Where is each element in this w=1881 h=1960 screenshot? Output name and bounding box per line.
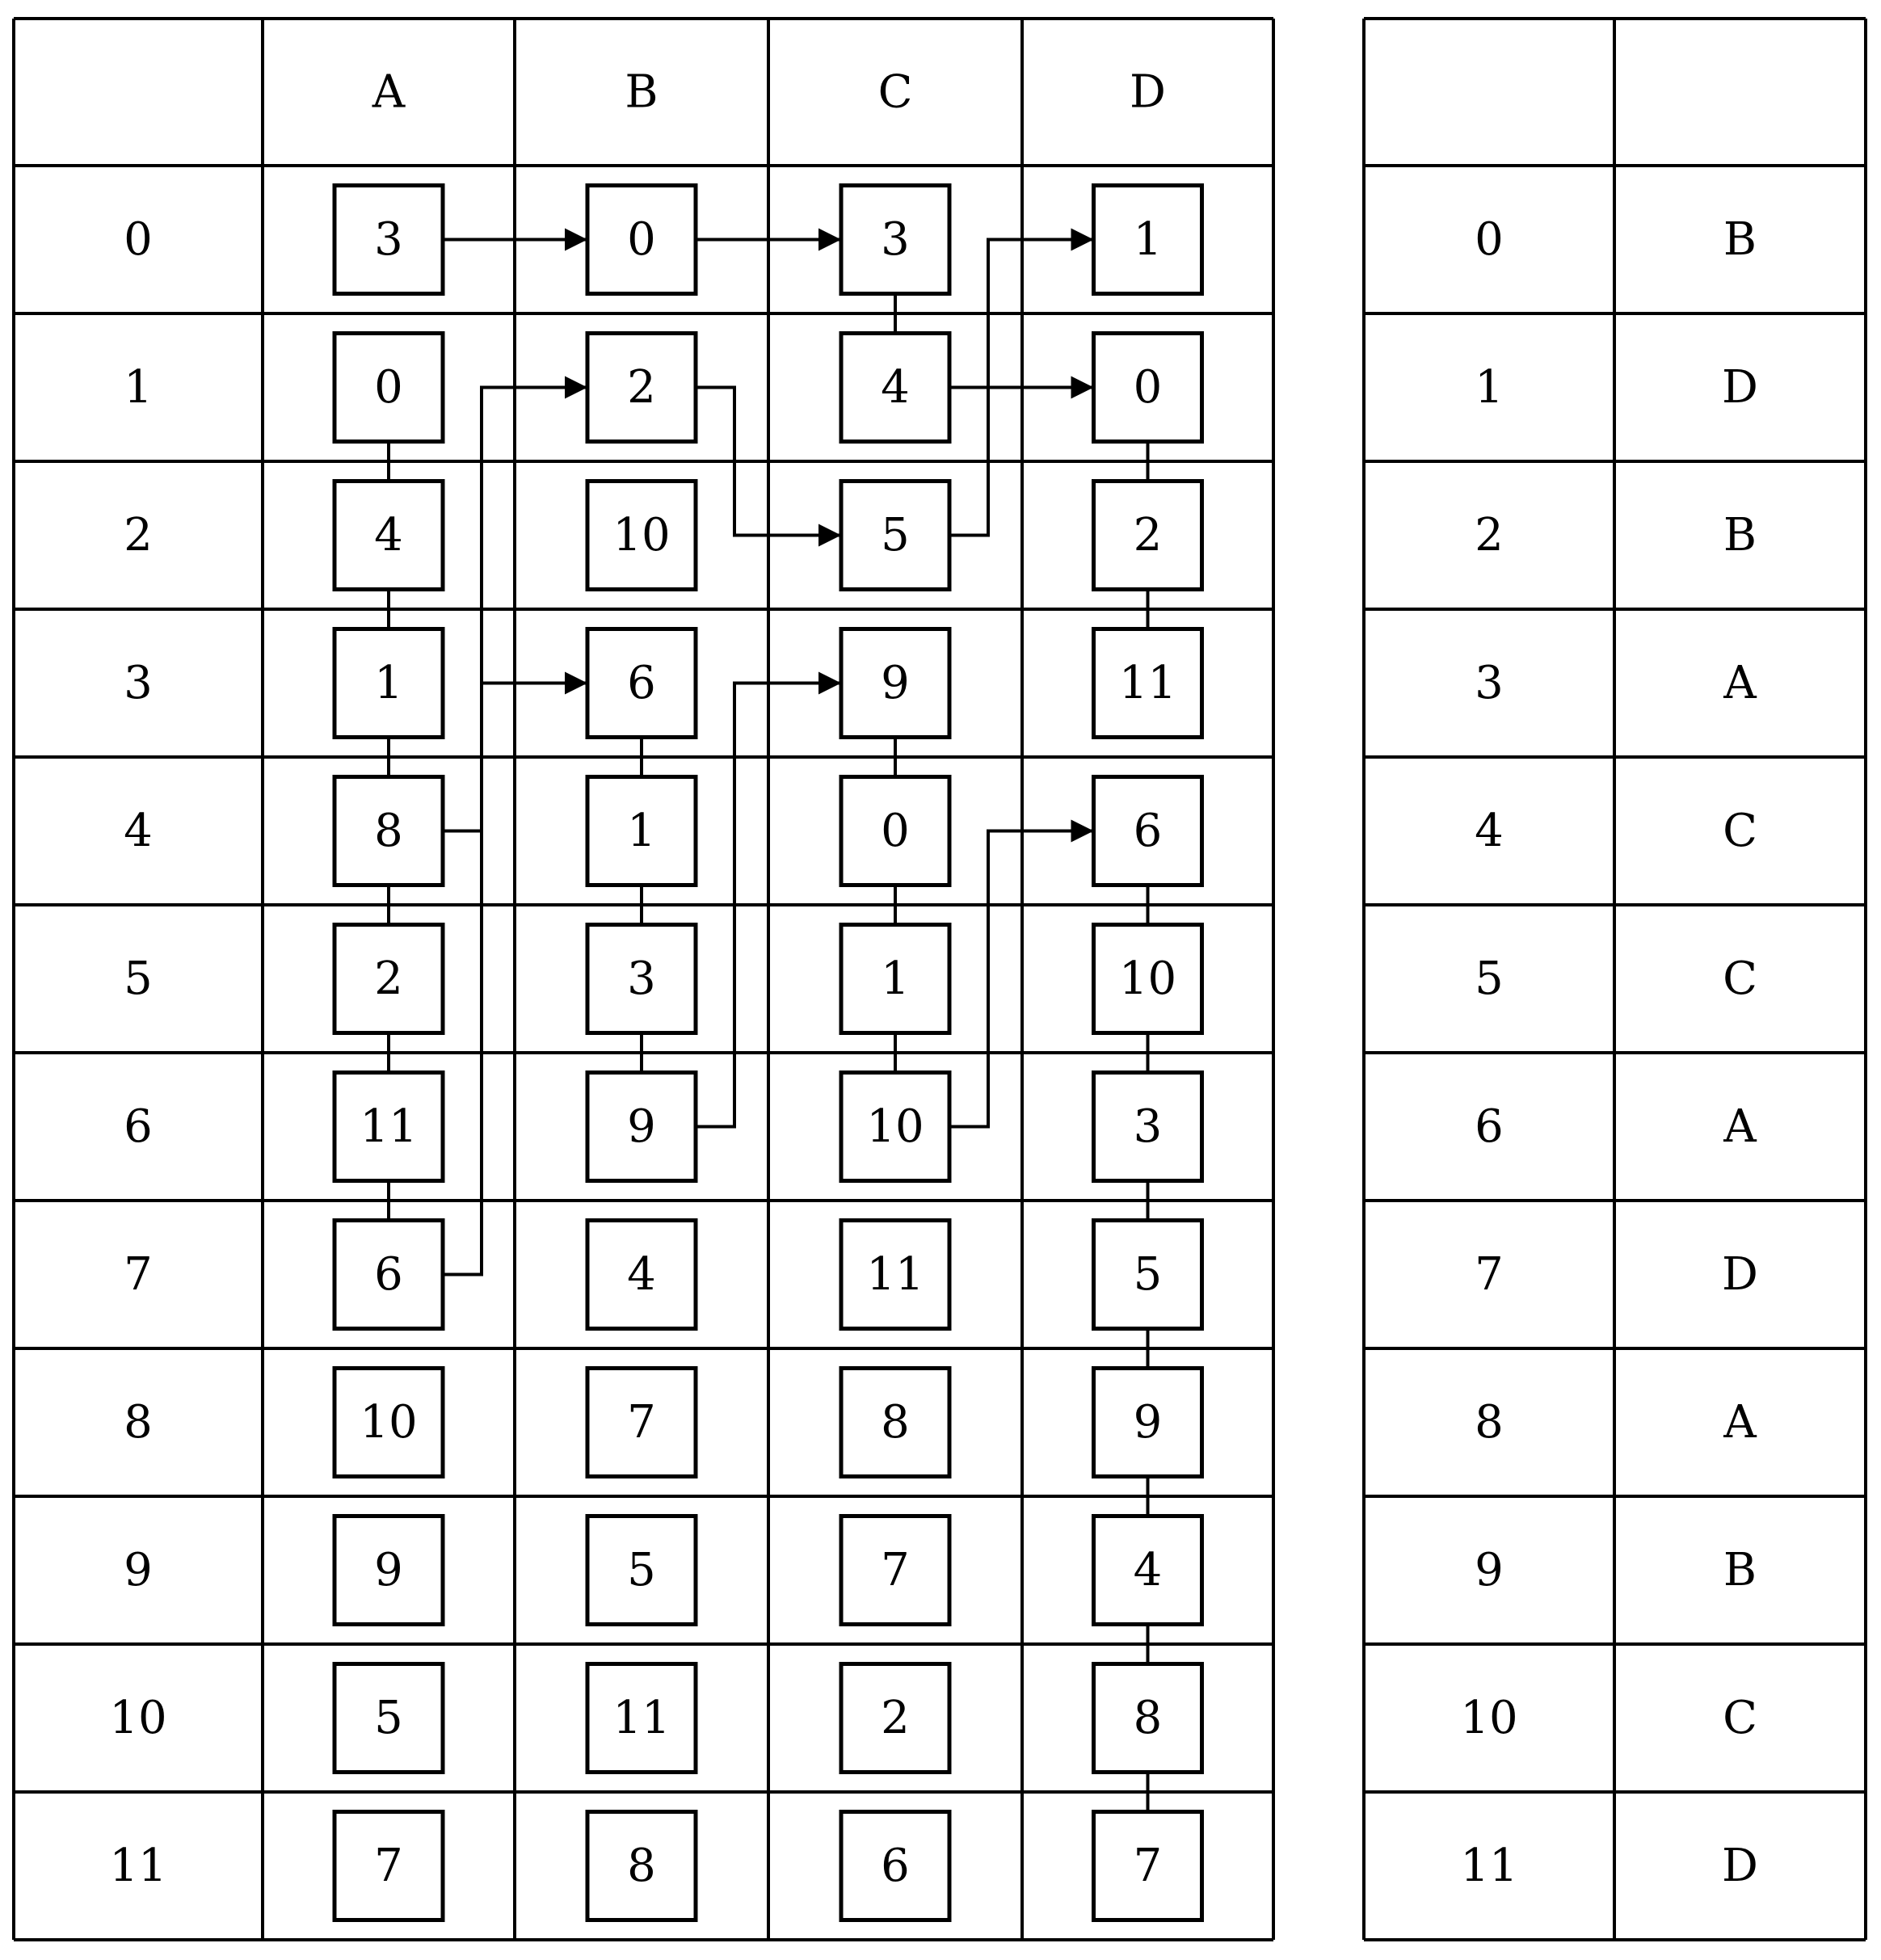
box-value: 4 bbox=[627, 1248, 656, 1301]
side-row-label: 2 bbox=[1475, 509, 1504, 562]
column-header: D bbox=[1130, 65, 1166, 119]
box-value: 3 bbox=[627, 953, 656, 1005]
side-row-label: 8 bbox=[1475, 1396, 1504, 1449]
side-value: D bbox=[1722, 1840, 1758, 1892]
side-value: D bbox=[1722, 1248, 1758, 1301]
box-value: 3 bbox=[1133, 1100, 1163, 1153]
side-row-label: 6 bbox=[1475, 1100, 1504, 1153]
row-label: 4 bbox=[124, 805, 153, 857]
row-label: 10 bbox=[109, 1692, 167, 1744]
side-row-label: 1 bbox=[1475, 361, 1504, 414]
row-label: 9 bbox=[124, 1544, 153, 1596]
box-value: 5 bbox=[881, 509, 910, 562]
side-value: A bbox=[1723, 657, 1757, 709]
box-value: 9 bbox=[1133, 1396, 1163, 1449]
box-value: 6 bbox=[374, 1248, 403, 1301]
box-value: 6 bbox=[627, 657, 656, 709]
side-value: A bbox=[1723, 1100, 1757, 1153]
column-header: B bbox=[625, 65, 659, 119]
box-value: 11 bbox=[360, 1100, 418, 1153]
box-value: 10 bbox=[612, 509, 671, 562]
box-value: 1 bbox=[881, 953, 910, 1005]
box-value: 2 bbox=[374, 953, 403, 1005]
side-value: B bbox=[1723, 213, 1757, 266]
box-value: 8 bbox=[881, 1396, 910, 1449]
box-value: 4 bbox=[374, 509, 403, 562]
column-header: C bbox=[877, 65, 913, 119]
side-row-label: 0 bbox=[1475, 213, 1504, 266]
box-value: 1 bbox=[374, 657, 403, 709]
box-value: 2 bbox=[1133, 509, 1163, 562]
side-value: C bbox=[1723, 805, 1757, 857]
row-label: 5 bbox=[124, 953, 153, 1005]
box-value: 4 bbox=[1133, 1544, 1163, 1596]
box-value: 6 bbox=[1133, 805, 1163, 857]
box-value: 10 bbox=[1118, 953, 1177, 1005]
box-value: 11 bbox=[1118, 657, 1177, 709]
box-value: 5 bbox=[1133, 1248, 1163, 1301]
box-value: 4 bbox=[881, 361, 910, 414]
box-value: 5 bbox=[374, 1692, 403, 1744]
side-row-label: 3 bbox=[1475, 657, 1504, 709]
box-value: 0 bbox=[881, 805, 910, 857]
box-value: 10 bbox=[866, 1100, 924, 1153]
row-label: 8 bbox=[124, 1396, 153, 1449]
box-value: 1 bbox=[1133, 213, 1163, 266]
box-value: 9 bbox=[374, 1544, 403, 1596]
side-value: A bbox=[1723, 1396, 1757, 1449]
side-row-label: 11 bbox=[1460, 1840, 1518, 1892]
box-value: 8 bbox=[627, 1840, 656, 1892]
row-label: 0 bbox=[124, 213, 153, 266]
row-label: 7 bbox=[124, 1248, 153, 1301]
side-value: C bbox=[1723, 953, 1757, 1005]
box-value: 0 bbox=[1133, 361, 1163, 414]
box-value: 8 bbox=[1133, 1692, 1163, 1744]
box-value: 7 bbox=[881, 1544, 910, 1596]
box-value: 8 bbox=[374, 805, 403, 857]
side-row-label: 4 bbox=[1475, 805, 1504, 857]
row-label: 3 bbox=[124, 657, 153, 709]
box-value: 11 bbox=[612, 1692, 671, 1744]
box-value: 10 bbox=[360, 1396, 418, 1449]
box-value: 2 bbox=[881, 1692, 910, 1744]
side-value: B bbox=[1723, 509, 1757, 562]
side-row-label: 5 bbox=[1475, 953, 1504, 1005]
box-value: 3 bbox=[374, 213, 403, 266]
box-value: 3 bbox=[881, 213, 910, 266]
box-value: 6 bbox=[881, 1840, 910, 1892]
side-row-label: 9 bbox=[1475, 1544, 1504, 1596]
side-row-label: 7 bbox=[1475, 1248, 1504, 1301]
side-value: B bbox=[1723, 1544, 1757, 1596]
side-value: D bbox=[1722, 361, 1758, 414]
box-value: 5 bbox=[627, 1544, 656, 1596]
box-value: 7 bbox=[1133, 1840, 1163, 1892]
box-value: 0 bbox=[374, 361, 403, 414]
side-value: C bbox=[1723, 1692, 1757, 1744]
row-label: 6 bbox=[124, 1100, 153, 1153]
box-value: 11 bbox=[866, 1248, 924, 1301]
row-label: 2 bbox=[124, 509, 153, 562]
box-value: 7 bbox=[627, 1396, 656, 1449]
side-table-grid bbox=[1364, 19, 1866, 1940]
side-row-label: 10 bbox=[1460, 1692, 1518, 1744]
box-value: 9 bbox=[627, 1100, 656, 1153]
box-value: 0 bbox=[627, 213, 656, 266]
box-value: 9 bbox=[881, 657, 910, 709]
column-header: A bbox=[372, 65, 406, 119]
row-label: 1 bbox=[124, 361, 153, 414]
row-label: 11 bbox=[109, 1840, 167, 1892]
box-value: 1 bbox=[627, 805, 656, 857]
box-value: 7 bbox=[374, 1840, 403, 1892]
box-value: 2 bbox=[627, 361, 656, 414]
